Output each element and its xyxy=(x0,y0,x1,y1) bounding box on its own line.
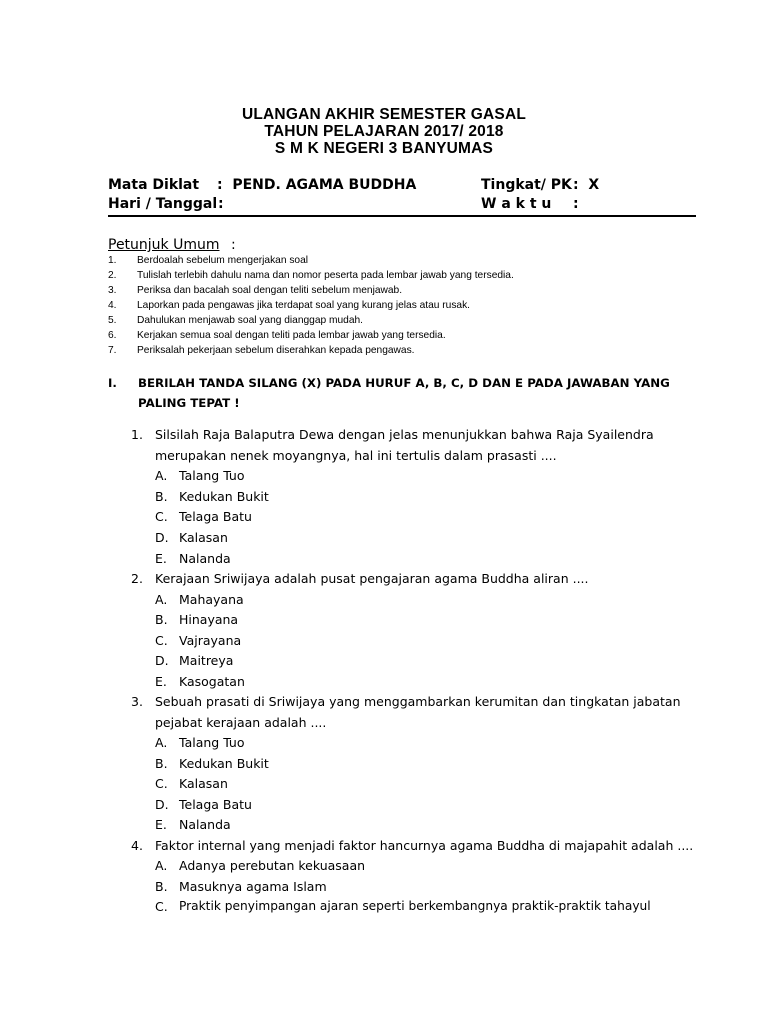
question-text: Sebuah prasati di Sriwijaya yang menggambarkan kerumitan dan tingkatan jabatan xyxy=(155,694,681,709)
option-letter: E. xyxy=(155,817,167,832)
option-letter: C. xyxy=(155,776,168,791)
question-text: Faktor internal yang menjadi faktor hancurnya agama Buddha di majapahit adalah .... xyxy=(155,838,694,853)
option-text: Maitreya xyxy=(179,653,234,668)
option-letter: D. xyxy=(155,530,169,545)
instruction-item: 6. Kerjakan semua soal dengan teliti pada lembar jawab yang tersedia. xyxy=(108,330,446,341)
option-text: Kedukan Bukit xyxy=(179,489,269,504)
question-text: merupakan nenek moyangnya, hal ini tertulis dalam prasasti .... xyxy=(155,448,557,463)
instruction-item: 4. Laporkan pada pengawas jika terdapat soal yang kurang jelas atau rusak. xyxy=(108,300,471,311)
option-letter: A. xyxy=(155,468,168,483)
petunjuk-colon: : xyxy=(231,237,236,253)
question-number: 4. xyxy=(131,838,143,853)
waktu-value: : xyxy=(573,196,579,212)
option-text: Vajrayana xyxy=(179,633,242,648)
mata-diklat-label: Mata Diklat xyxy=(108,177,200,193)
option-letter: B. xyxy=(155,612,168,627)
waktu-label: W a k t u xyxy=(481,196,552,212)
option-letter: A. xyxy=(155,858,168,873)
option-letter: A. xyxy=(155,735,168,750)
option-letter: E. xyxy=(155,674,167,689)
mata-diklat-value: : PEND. AGAMA BUDDHA xyxy=(217,177,417,193)
option-letter: B. xyxy=(155,879,168,894)
question-number: 1. xyxy=(131,427,143,442)
petunjuk-title: Petunjuk Umum xyxy=(108,237,220,253)
option-letter: D. xyxy=(155,653,169,668)
section-number: I. xyxy=(108,376,117,390)
header-divider xyxy=(108,215,696,217)
question-text: Silsilah Raja Balaputra Dewa dengan jelas menunjukkan bahwa Raja Syailendra xyxy=(155,427,654,442)
exam-title: ULANGAN AKHIR SEMESTER GASAL xyxy=(241,106,527,123)
option-text: Kasogatan xyxy=(179,674,245,689)
option-text: Talang Tuo xyxy=(179,468,245,483)
option-text: Nalanda xyxy=(179,551,231,566)
option-text: Adanya perebutan kekuasaan xyxy=(179,858,366,873)
option-text: Kalasan xyxy=(179,776,228,791)
academic-year: TAHUN PELAJARAN 2017/ 2018 xyxy=(264,123,504,140)
tingkat-value: : X xyxy=(573,177,600,193)
instruction-item: 7. Periksalah pekerjaan sebelum diserahkan kepada pengawas. xyxy=(108,345,415,356)
instruction-item: 5. Dahulukan menjawab soal yang dianggap mudah. xyxy=(108,315,363,326)
option-letter: D. xyxy=(155,797,169,812)
option-letter: B. xyxy=(155,756,168,771)
question-text: Kerajaan Sriwijaya adalah pusat pengajaran agama Buddha aliran .... xyxy=(155,571,589,586)
option-letter: C. xyxy=(155,633,168,648)
section-instruction xyxy=(138,373,718,413)
option-text: Masuknya agama Islam xyxy=(179,879,327,894)
option-text: Praktik penyimpangan ajaran seperti berkembangnya praktik-praktik tahayul xyxy=(179,899,651,913)
school-name: S M K NEGERI 3 BANYUMAS xyxy=(274,140,494,157)
option-letter: B. xyxy=(155,489,168,504)
option-text: Mahayana xyxy=(179,592,244,607)
section-instruction-line: PALING TEPAT ! xyxy=(138,396,240,410)
hari-tanggal-value: : xyxy=(218,196,224,212)
question-number: 2. xyxy=(131,571,143,586)
option-text: Nalanda xyxy=(179,817,231,832)
option-text: Kedukan Bukit xyxy=(179,756,269,771)
question-number: 3. xyxy=(131,694,143,709)
section-instruction-line: BERILAH TANDA SILANG (X) PADA HURUF A, B, C, D DAN E PADA JAWABAN YANG xyxy=(138,376,670,390)
instruction-item: 2. Tulislah terlebih dahulu nama dan nomor peserta pada lembar jawab yang tersedia. xyxy=(108,270,514,281)
question-text: pejabat kerajaan adalah .... xyxy=(155,715,327,730)
tingkat-label: Tingkat/ PK xyxy=(481,177,572,193)
instruction-item: 3. Periksa dan bacalah soal dengan teliti sebelum menjawab. xyxy=(108,285,403,296)
instruction-item: 1. Berdoalah sebelum mengerjakan soal xyxy=(108,255,309,266)
option-letter: C. xyxy=(155,899,168,914)
option-letter: A. xyxy=(155,592,168,607)
option-text: Kalasan xyxy=(179,530,228,545)
option-text: Hinayana xyxy=(179,612,239,627)
option-text: Telaga Batu xyxy=(179,797,252,812)
option-letter: E. xyxy=(155,551,167,566)
option-text: Telaga Batu xyxy=(179,509,252,524)
hari-tanggal-label: Hari / Tanggal xyxy=(108,196,218,212)
option-letter: C. xyxy=(155,509,168,524)
option-text: Talang Tuo xyxy=(179,735,245,750)
